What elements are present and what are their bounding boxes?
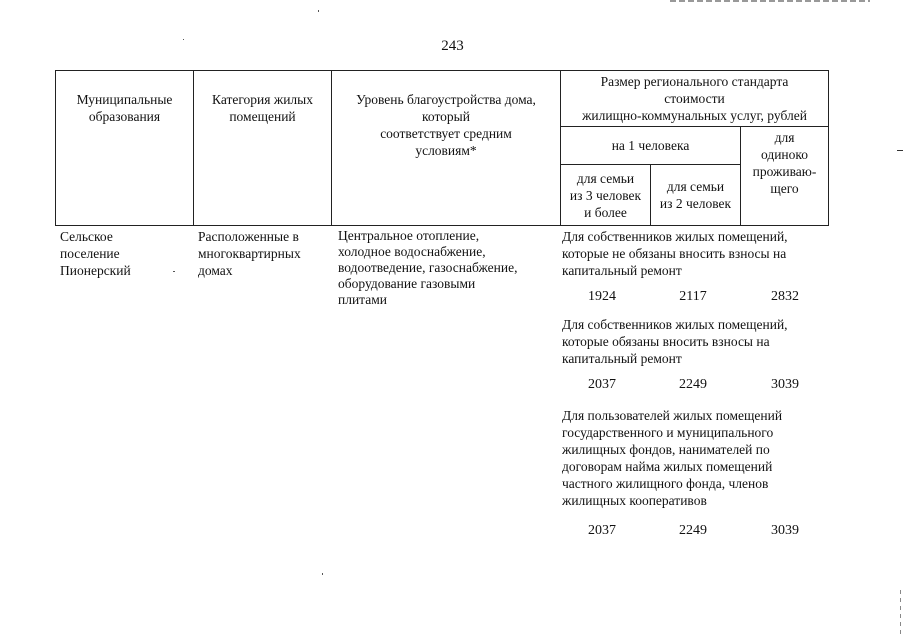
- group-label: Для пользователей жилых помещений государственного и муниципального жилищных фондов, нанимателей по договорам найма жилых помещений частного жилищного фонда, членов жилищных кооперативов: [562, 408, 783, 508]
- scan-edge-dashes: [900, 590, 901, 635]
- value-single: 3039: [771, 377, 799, 392]
- header-municipality: Муниципальные образования: [56, 71, 194, 226]
- value-family-2: 2249: [679, 377, 707, 392]
- header-category: Категория жилых помещений: [194, 71, 332, 226]
- value-single: 3039: [771, 523, 799, 538]
- row-category: Расположенные в многоквартирных домах: [198, 229, 301, 278]
- page-number: 243: [441, 38, 464, 54]
- group-label: Для собственников жилых помещений, которые обязаны вносить взносы на капитальный ремонт: [562, 317, 788, 366]
- header-family-3: для семьи из 3 человек и более: [561, 165, 651, 226]
- scan-top-border: [670, 0, 870, 2]
- value-family-3: 2037: [588, 523, 616, 538]
- header-regional-standard: Размер регионального стандарта стоимости жилищно-коммунальных услуг, рублей: [561, 71, 829, 127]
- row-municipality: Сельское поселение Пионерский: [60, 229, 131, 278]
- header-comfort-level: Уровень благоустройства дома, который соответствует средним условиям*: [332, 71, 561, 226]
- header-single-resident: для одиноко проживаю- щего: [741, 127, 829, 226]
- value-family-3: 2037: [588, 377, 616, 392]
- scan-mark: [897, 150, 903, 151]
- row-comfort-level: Центральное отопление, холодное водоснабжение, водоотведение, газоснабжение, оборудование газовыми плитами: [338, 228, 518, 307]
- value-family-2: 2117: [679, 289, 707, 304]
- value-family-2: 2249: [679, 523, 707, 538]
- header-per-person: на 1 человека: [561, 127, 741, 165]
- header-family-2: для семьи из 2 человек: [651, 165, 741, 226]
- value-family-3: 1924: [588, 289, 616, 304]
- scan-speck: [318, 10, 319, 12]
- value-single: 2832: [771, 289, 799, 304]
- header-table: [55, 70, 829, 226]
- group-label: Для собственников жилых помещений, которые не обязаны вносить взносы на капитальный ремонт: [562, 229, 788, 278]
- scan-speck: [322, 573, 323, 575]
